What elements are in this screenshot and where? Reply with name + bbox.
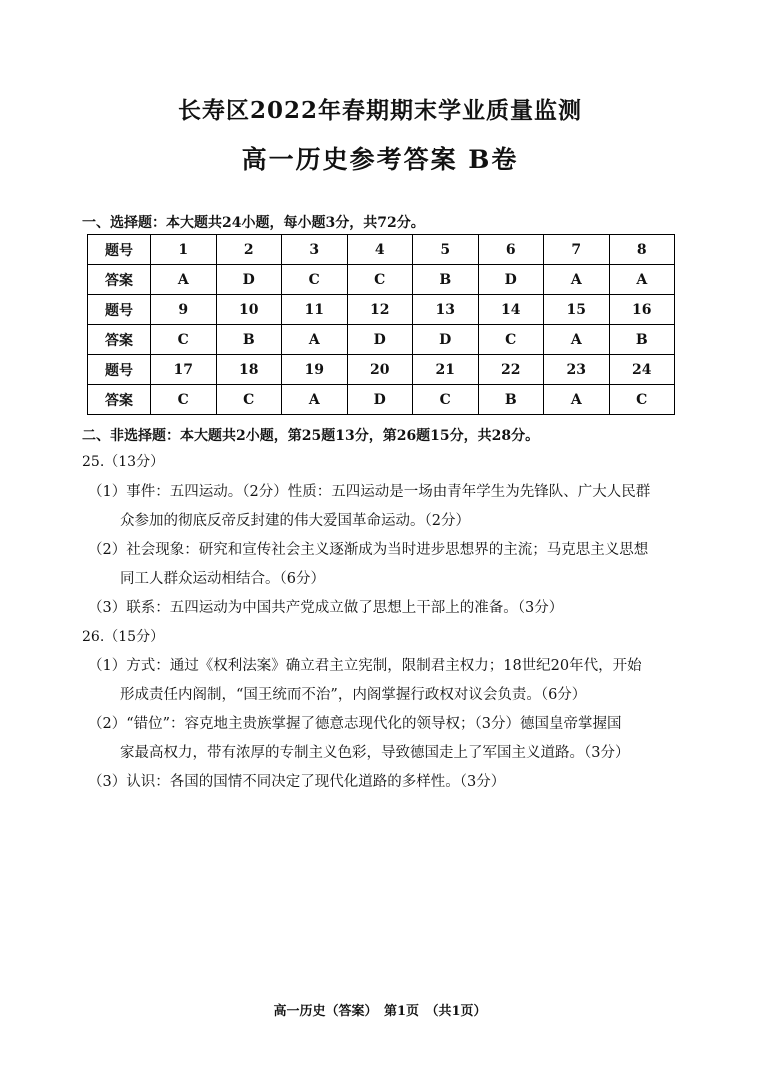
answer-value: A [282, 385, 348, 415]
q26-item-1: （1）方式：通过《权利法案》确立君主立宪制，限制君主权力；18世纪20年代，开始 [88, 658, 642, 674]
row-label: 题号 [88, 295, 151, 325]
section2-heading: 二、非选择题：本大题共2小题，第25题13分，第26题15分，共28分。 [82, 428, 540, 444]
row-label: 答案 [88, 265, 151, 295]
question-number: 10 [216, 295, 282, 325]
question-number: 12 [347, 295, 413, 325]
page-subtitle: 高一历史参考答案 B卷 [241, 145, 519, 174]
table-row [88, 295, 675, 325]
q26-heading: 26.（15分） [82, 629, 165, 645]
question-number: 9 [151, 295, 217, 325]
page-footer: 高一历史（答案） 第1页 （共1页） [273, 1004, 487, 1019]
question-number: 23 [544, 355, 610, 385]
table-row [88, 265, 675, 295]
question-number: 16 [609, 295, 675, 325]
question-number: 21 [413, 355, 479, 385]
question-number: 3 [282, 235, 348, 265]
question-number: 13 [413, 295, 479, 325]
row-label: 答案 [88, 325, 151, 355]
answer-value: A [544, 265, 610, 295]
answer-value: A [609, 265, 675, 295]
question-number: 17 [151, 355, 217, 385]
table-row [88, 325, 675, 355]
question-number: 18 [216, 355, 282, 385]
answer-value: C [347, 265, 413, 295]
question-number: 24 [609, 355, 675, 385]
question-number: 19 [282, 355, 348, 385]
question-number: 20 [347, 355, 413, 385]
question-number: 4 [347, 235, 413, 265]
answer-value: D [347, 325, 413, 355]
answer-value: A [544, 385, 610, 415]
answer-value: C [609, 385, 675, 415]
answer-value: A [544, 325, 610, 355]
answer-value: B [609, 325, 675, 355]
question-number: 1 [151, 235, 217, 265]
q25-item-2: （2）社会现象：研究和宣传社会主义逐渐成为当时进步思想界的主流；马克思主义思想 [88, 542, 649, 558]
answer-value: D [413, 325, 479, 355]
answer-value: C [151, 325, 217, 355]
question-number: 15 [544, 295, 610, 325]
q25-answers [88, 478, 688, 623]
table-row [88, 385, 675, 415]
table-row [88, 355, 675, 385]
answer-value: D [347, 385, 413, 415]
row-label: 题号 [88, 355, 151, 385]
question-number: 7 [544, 235, 610, 265]
answer-value: A [151, 265, 217, 295]
answer-value: C [216, 385, 282, 415]
section1-heading: 一、选择题：本大题共24小题，每小题3分，共72分。 [82, 215, 425, 231]
q26-item-2-cont: 家最高权力，带有浓厚的专制主义色彩，导致德国走上了军国主义道路。（3分） [120, 745, 630, 761]
question-number: 2 [216, 235, 282, 265]
question-number: 8 [609, 235, 675, 265]
question-number: 6 [478, 235, 544, 265]
q26-answers [88, 652, 688, 797]
q26-item-1-cont: 形成责任内阁制，“国王统而不治”，内阁掌握行政权对议会负责。（6分） [120, 687, 587, 703]
answer-value: C [478, 325, 544, 355]
answer-value: A [282, 325, 348, 355]
q25-item-2-cont: 同工人群众运动相结合。（6分） [120, 571, 325, 587]
answer-value: C [282, 265, 348, 295]
q26-item-2: （2）“错位”：容克地主贵族掌握了德意志现代化的领导权；（3分）德国皇帝掌握国 [88, 716, 622, 732]
answer-value: C [151, 385, 217, 415]
q25-item-3: （3）联系：五四运动为中国共产党成立做了思想上干部上的准备。（3分） [88, 600, 564, 616]
row-label: 题号 [88, 235, 151, 265]
answer-value: B [216, 325, 282, 355]
answer-table [87, 234, 675, 415]
table-row [88, 235, 675, 265]
answer-value: D [478, 265, 544, 295]
question-number: 22 [478, 355, 544, 385]
question-number: 11 [282, 295, 348, 325]
row-label: 答案 [88, 385, 151, 415]
answer-value: D [216, 265, 282, 295]
page-title: 长寿区2022年春期期末学业质量监测 [177, 97, 582, 124]
q26-item-3: （3）认识：各国的国情不同决定了现代化道路的多样性。（3分） [88, 774, 506, 790]
q25-item-1: （1）事件：五四运动。（2分）性质：五四运动是一场由青年学生为先锋队、广大人民群 [88, 484, 651, 500]
answer-value: C [413, 385, 479, 415]
q25-heading: 25.（13分） [82, 454, 165, 470]
q25-item-1-cont: 众参加的彻底反帝反封建的伟大爱国革命运动。（2分） [120, 513, 470, 529]
answer-value: B [478, 385, 544, 415]
answer-value: B [413, 265, 479, 295]
question-number: 5 [413, 235, 479, 265]
question-number: 14 [478, 295, 544, 325]
